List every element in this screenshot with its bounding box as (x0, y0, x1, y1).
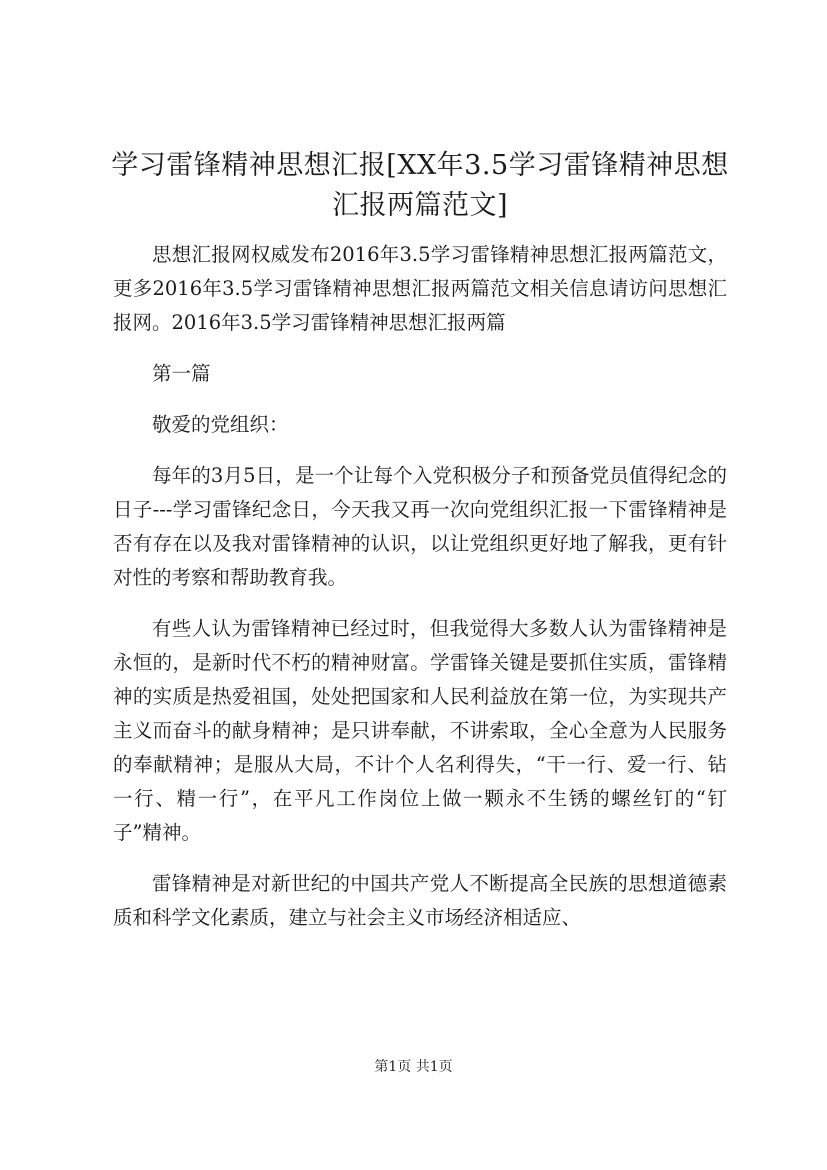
document-title: 学习雷锋精神思想汇报[XX年3.5学习雷锋精神思想汇报两篇范文] (111, 150, 729, 221)
paragraph-body-1: 每年的3月5日，是一个让每个入党积极分子和预备党员值得纪念的日子---学习雷锋纪念日，今天我又再一次向党组织汇报一下雷锋精神是否有存在以及我对雷锋精神的认识，以让党组织更好地了解我，更有针对性的考察和帮助教育我。 (113, 464, 727, 589)
document-body (113, 238, 727, 935)
paragraph-section-heading: 第一篇 (152, 362, 211, 385)
paragraph-body-3: 雷锋精神是对新世纪的中国共产党人不断提高全民族的思想道德素质和科学文化素质，建立与社会主义市场经济相适应、 (113, 872, 727, 929)
page-footer (0, 1057, 827, 1077)
page-number: 第1页 共1页 (374, 1059, 453, 1075)
paragraph-body-2: 有些人认为雷锋精神已经过时，但我觉得大多数人认为雷锋精神是永恒的，是新时代不朽的精神财富。学雷锋关键是要抓住实质，雷锋精神的实质是热爱祖国，处处把国家和人民利益放在第一位，为实现共产主义而奋斗的献身精神；是只讲奉献，不讲索取，全心全意为人民服务的奉献精神；是服从大局，不计个人名利得失，“干一行、爱一行、钻一行、精一行”，在平凡工作岗位上做一颗永不生锈的螺丝钉的“钉子”精神。 (113, 617, 727, 844)
paragraph-intro: 思想汇报网权威发布2016年3.5学习雷锋精神思想汇报两篇范文，更多2016年3.5学习雷锋精神思想汇报两篇范文相关信息请访问思想汇报网。2016年3.5学习雷锋精神思想汇报两篇 (113, 243, 727, 334)
paragraph-salutation: 敬爱的党组织： (152, 413, 289, 436)
